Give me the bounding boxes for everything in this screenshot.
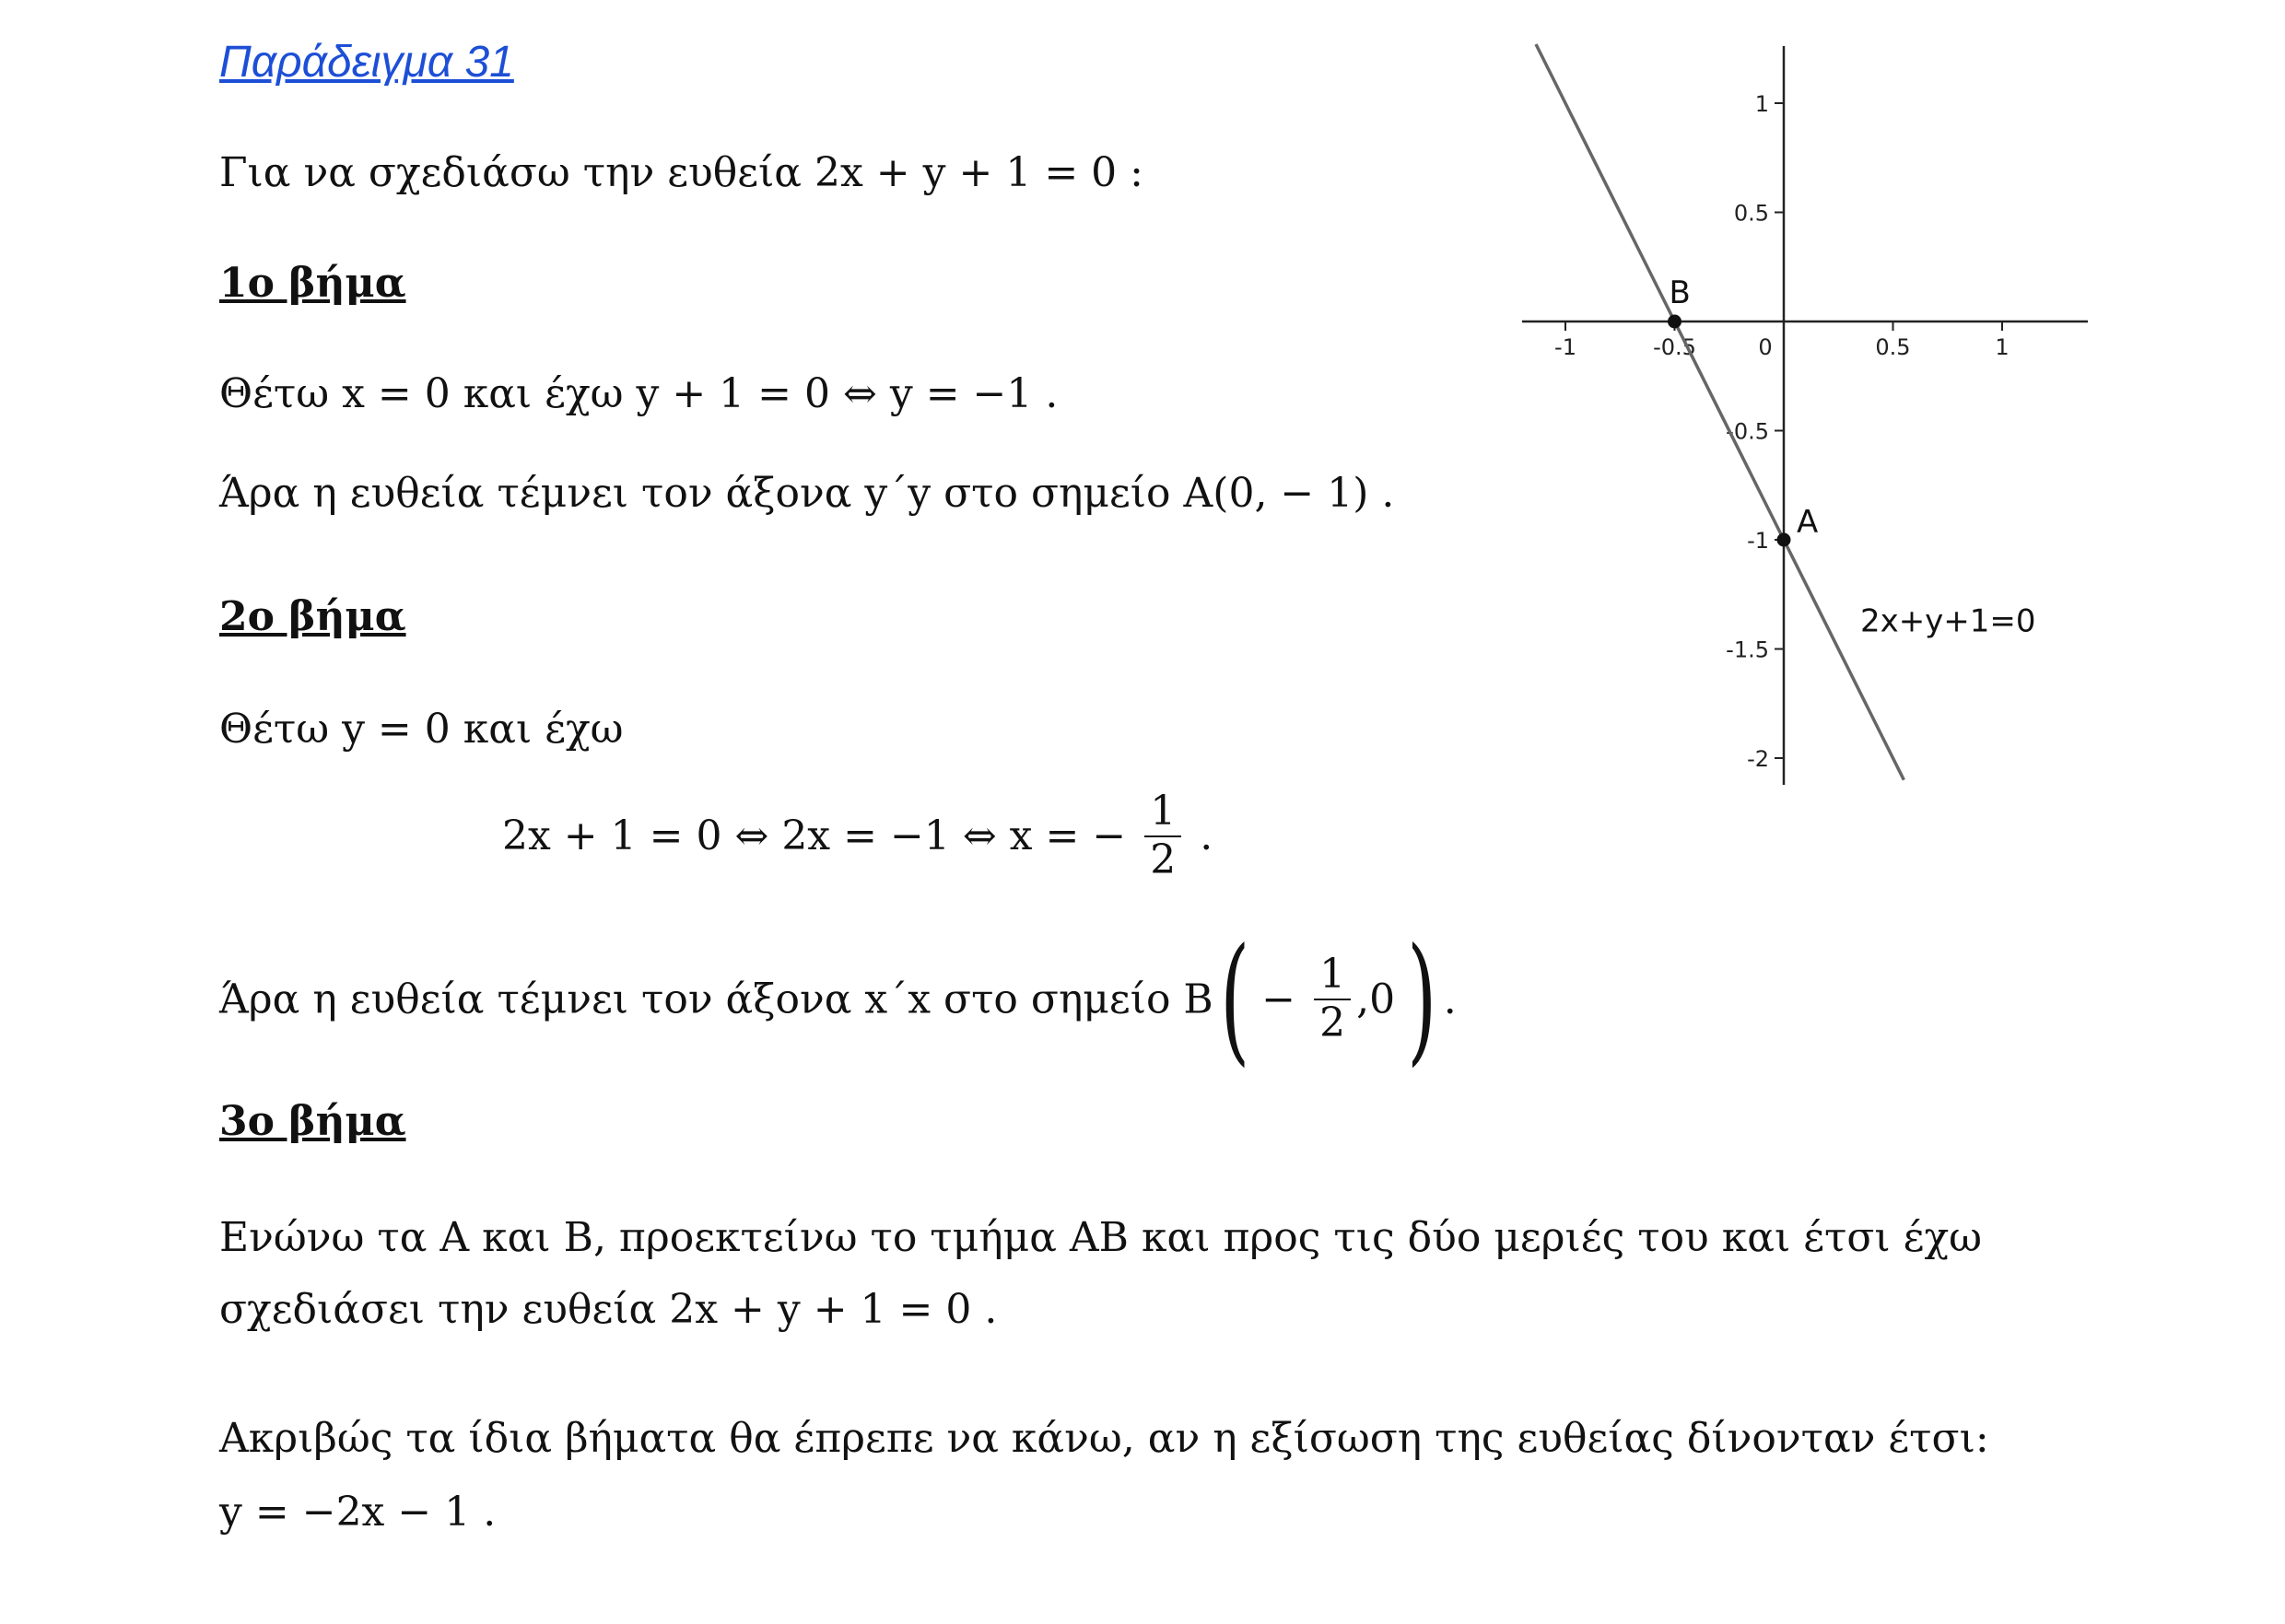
point-fraction-denominator: 2 xyxy=(1319,999,1346,1046)
step1-line2: Άρα η ευθεία τέμνει τον άξονα y΄y στο σημείο A(0, − 1) . xyxy=(219,470,1395,517)
step1-heading: 1ο βήμα xyxy=(219,260,406,307)
plot-area xyxy=(1536,44,2036,780)
equation-label: 2x+y+1=0 xyxy=(1859,602,2036,640)
point-rest: ,0 xyxy=(1356,976,1396,1023)
y-tick-label: -0.5 xyxy=(1726,418,1769,445)
point-a xyxy=(1777,533,1791,547)
step1-line1: Θέτω x = 0 και έχω y + 1 = 0 ⇔ y = −1 . xyxy=(219,370,1059,417)
closing-line2: y = −2x − 1 . xyxy=(219,1489,497,1536)
point-label-a: A xyxy=(1797,504,1819,541)
x-tick-label: 0.5 xyxy=(1875,334,1911,360)
axes xyxy=(1522,46,2088,785)
step3-heading: 3ο βήμα xyxy=(219,1098,406,1145)
example-title[interactable]: Παράδειγμα 31 xyxy=(219,38,514,87)
step3-line2: σχεδιάσει την ευθεία 2x + y + 1 = 0 . xyxy=(219,1286,998,1333)
right-paren: ) xyxy=(1407,919,1437,1080)
point-fraction-numerator: 1 xyxy=(1314,952,1351,1000)
point-label-b: B xyxy=(1669,275,1691,311)
equation-line xyxy=(1536,44,1904,780)
step2-line2-text: Άρα η ευθεία τέμνει τον άξονα x΄x στο σημείο B xyxy=(219,976,1213,1023)
step2-heading: 2ο βήμα xyxy=(219,593,406,640)
step2-line2-end: . xyxy=(1443,976,1457,1023)
step2-eq-end: . xyxy=(1200,812,1213,860)
axis-ticks xyxy=(1554,91,2010,772)
step2-equation xyxy=(502,789,1213,883)
y-tick-label: -2 xyxy=(1747,746,1769,772)
step3-line1: Ενώνω τα A και B, προεκτείνω το τμήμα AB και προς τις δύο μεριές του και έτσι έχω xyxy=(219,1214,1982,1261)
y-tick-label: 0.5 xyxy=(1733,200,1769,227)
x-tick-label: 1 xyxy=(1995,334,2010,360)
intro-text: Για να σχεδιάσω την ευθεία 2x + y + 1 = 0 : xyxy=(219,149,1143,196)
step2-eq-left: 2x + 1 = 0 ⇔ 2x = −1 ⇔ x = − xyxy=(502,812,1127,860)
y-tick-label: 1 xyxy=(1754,91,1769,117)
step2-line2 xyxy=(219,919,1457,1080)
line-graph xyxy=(1511,37,2101,792)
y-tick-label: -1.5 xyxy=(1726,637,1769,663)
left-paren: ( xyxy=(1219,919,1250,1080)
closing-line1: Ακριβώς τα ίδια βήματα θα έπρεπε να κάνω, αν η εξίσωση της ευθείας δίνονταν έτσι: xyxy=(219,1415,1989,1462)
point-fraction xyxy=(1314,952,1351,1046)
fraction-numerator: 1 xyxy=(1144,789,1181,837)
fraction xyxy=(1144,789,1181,883)
x-tick-label: 0 xyxy=(1758,334,1773,360)
point-minus: − xyxy=(1261,976,1296,1023)
fraction-denominator: 2 xyxy=(1150,835,1177,883)
point-b xyxy=(1668,315,1682,329)
x-tick-label: -1 xyxy=(1554,334,1576,360)
step2-line1: Θέτω y = 0 και έχω xyxy=(219,706,624,753)
x-tick-label: -0.5 xyxy=(1653,334,1696,360)
y-tick-label: -1 xyxy=(1747,528,1769,554)
